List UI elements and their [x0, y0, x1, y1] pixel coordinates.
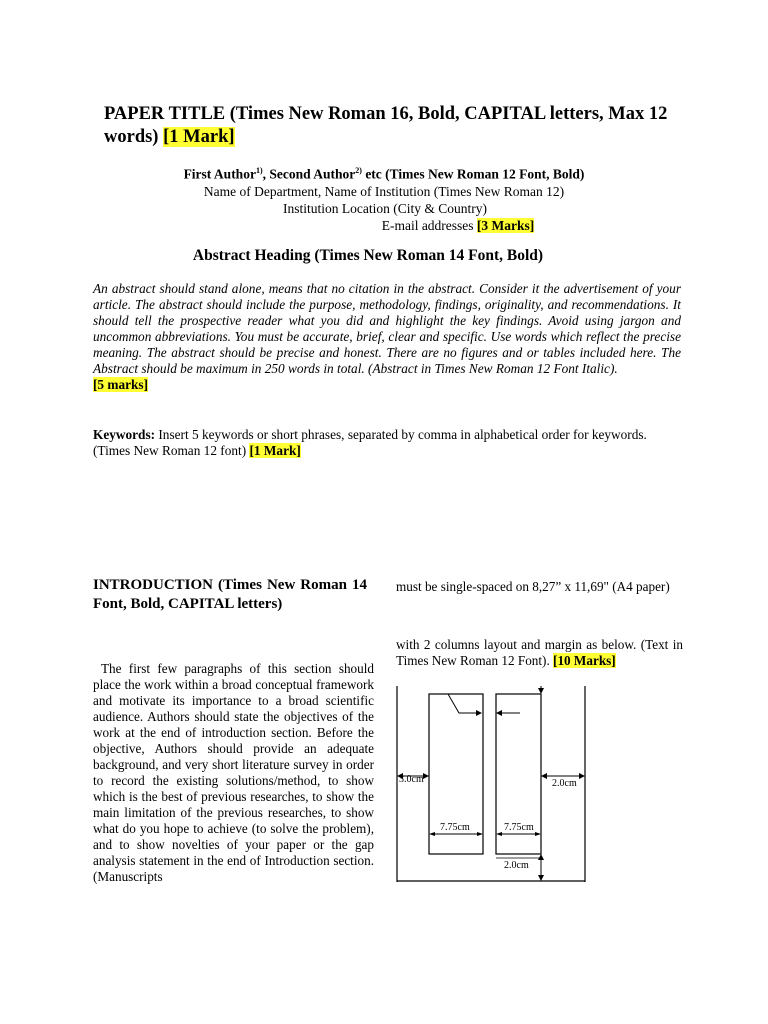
abstract-mark: [5 marks] [93, 377, 149, 392]
author-block [0, 162, 768, 234]
second-author: Second Author [269, 166, 356, 182]
second-author-sup: 2) [355, 166, 362, 175]
paper-title [104, 103, 694, 149]
introduction-heading: INTRODUCTION (Times New Roman 14 Font, Bold, CAPITAL letters) [93, 577, 367, 612]
right-margin-label: 2.0cm [552, 778, 577, 789]
author-font-note: (Times New Roman 12 Font, Bold) [381, 166, 585, 182]
paper-title-text: PAPER TITLE (Times New Roman 16, Bold, CAPITAL letters, Max 12 words) [104, 104, 668, 147]
email-text: E-mail addresses [381, 217, 477, 233]
right-column-mark: [10 Marks] [553, 653, 616, 668]
keywords-block [93, 427, 685, 459]
abstract-heading: Abstract Heading (Times New Roman 14 Font, Bold) [192, 247, 544, 264]
keywords-mark: [1 Mark] [249, 443, 301, 458]
right-column-text-2-body: with 2 columns layout and margin as below. (Text in Times New Roman 12 Font). [396, 637, 683, 668]
keywords-text: Insert 5 keywords or short phrases, separated by comma in alphabetical order for keywords. (Times New Roman 12 font) [93, 427, 647, 458]
keywords-label: Keywords: [93, 427, 156, 442]
department-line: Name of Department, Name of Institution (Times New Roman 12) [203, 183, 565, 199]
left-margin-label: 3.0cm [399, 774, 424, 785]
abstract-body [93, 281, 681, 393]
title-mark: [1 Mark] [163, 127, 235, 147]
first-author-sup: 1) [255, 166, 263, 175]
column-1-width-label: 7.75cm [440, 822, 470, 833]
bottom-margin-label: 2.0cm [504, 860, 529, 871]
email-mark: [3 Marks] [476, 217, 535, 233]
right-column-text-2 [396, 637, 683, 669]
right-column-text-1: must be single-spaced on 8,27” x 11,69" (A4 paper) [396, 579, 670, 594]
email-line [0, 217, 768, 234]
author-etc: etc [361, 166, 382, 182]
author-separator: , [262, 166, 270, 182]
page-layout-diagram [396, 686, 586, 882]
author-line [0, 162, 768, 183]
column-2-width-label: 7.75cm [504, 822, 534, 833]
introduction-body [93, 661, 374, 885]
first-author: First Author [183, 166, 256, 182]
abstract-text: An abstract should stand alone, means that no citation in the abstract. Consider it the advertisement of your article. The abstract should include the purpose, methodology, findings, originality, and recommendations. It should tell the prospective reader what you did and highlight the key findings. Avoid using jargon and uncommon abbreviations. You must be accurate, brief, clear and specific. Use words which reflect the precise meaning. The abstract should be precise and honest. There are no figures and or tables included here. The Abstract should be maximum in 250 words in total. (Abstract in Times New Roman 12 Font Italic). [93, 281, 681, 376]
location-line: Institution Location (City & Country) [283, 200, 487, 216]
introduction-text: The first few paragraphs of this section should place the work within a broad conceptual framework and motivate its importance to a broad scientific audience. Authors should state the objectives of the work at the end of introduction section. Before the objective, Authors should provide an adequate background, and very short literature survey in order to record the existing solutions/method, to show which is the best of previous researches, to show the main limitation of the previous researches, to show what do you hope to achieve (to solve the problem), and to show novelties of your paper or the gap analysis statement in the end of Introduction section. (Manuscripts [93, 661, 374, 884]
